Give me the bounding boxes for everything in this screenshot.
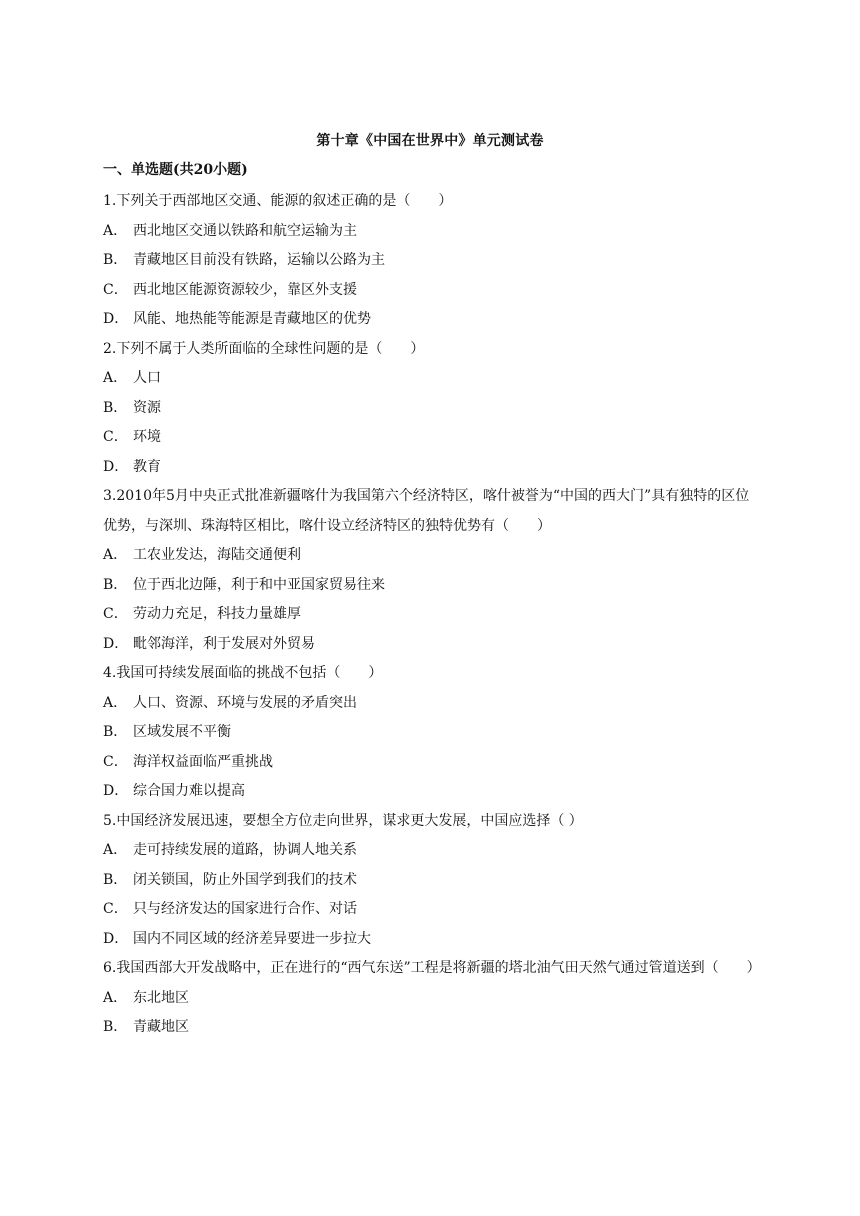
option-b xyxy=(103,246,763,276)
option-text: 国内不同区域的经济差异要进一步拉大 xyxy=(133,930,371,947)
question-stem: 4.我国可持续发展面临的挑战不包括（ ） xyxy=(103,665,383,681)
option-text: 区域发展不平衡 xyxy=(133,724,231,740)
option-a xyxy=(103,364,763,394)
option-letter: B． xyxy=(103,1019,128,1035)
option-a xyxy=(103,984,763,1014)
option-letter: A． xyxy=(103,694,128,711)
option-text: 毗邻海洋，利于发展对外贸易 xyxy=(133,635,315,652)
option-b xyxy=(103,394,763,424)
option-d xyxy=(103,453,763,483)
option-letter: D． xyxy=(103,783,129,799)
question xyxy=(103,187,763,335)
option-text: 闭关锁国，防止外国学到我们的技术 xyxy=(133,871,357,888)
option-letter: B． xyxy=(103,399,128,416)
option-b xyxy=(103,866,763,896)
option-letter: D． xyxy=(103,635,129,652)
question xyxy=(103,807,763,955)
option-letter: C． xyxy=(103,429,128,445)
option-letter: D． xyxy=(103,458,129,475)
question-stem: 3.2010年5月中央正式批准新疆喀什为我国第六个经济特区，喀什被誉为“中国的西大门”具有独特的区位优势，与深圳、珠海特区相比，喀什设立经济特区的独特优势有（ ） xyxy=(103,488,750,534)
option-text: 东北地区 xyxy=(133,989,189,1006)
option-letter: D． xyxy=(103,311,129,327)
option-c xyxy=(103,276,763,306)
option-letter: A． xyxy=(103,370,128,386)
option-text: 人口、资源、环境与发展的矛盾突出 xyxy=(133,694,357,711)
option-text: 西北地区能源资源较少，靠区外支援 xyxy=(133,281,357,298)
option-a xyxy=(103,217,763,247)
option-letter: B． xyxy=(103,252,128,268)
option-text: 走可持续发展的道路，协调人地关系 xyxy=(133,842,357,858)
option-text: 工农业发达，海陆交通便利 xyxy=(133,547,301,563)
question-stem: 5.中国经济发展迅速，要想全方位走向世界，谋求更大发展，中国应选择（ ） xyxy=(103,812,583,829)
option-letter: C． xyxy=(103,606,128,622)
option-a xyxy=(103,541,763,571)
question xyxy=(103,482,763,659)
option-letter: B． xyxy=(103,576,128,593)
option-c xyxy=(103,600,763,630)
option-text: 青藏地区 xyxy=(133,1019,189,1035)
question xyxy=(103,659,763,807)
option-letter: C． xyxy=(103,281,128,298)
question xyxy=(103,954,763,1043)
option-d xyxy=(103,777,763,807)
option-text: 资源 xyxy=(133,399,161,416)
option-d xyxy=(103,630,763,660)
option-letter: B． xyxy=(103,871,128,888)
option-text: 人口 xyxy=(133,370,161,386)
option-letter: A． xyxy=(103,222,128,239)
option-text: 风能、地热能等能源是青藏地区的优势 xyxy=(133,311,371,327)
question-stem: 2.下列不属于人类所面临的全球性问题的是（ ） xyxy=(103,340,425,357)
option-letter: D． xyxy=(103,930,129,947)
option-text: 海洋权益面临严重挑战 xyxy=(133,753,273,770)
option-b xyxy=(103,571,763,601)
option-text: 综合国力难以提高 xyxy=(133,783,245,799)
option-a xyxy=(103,836,763,866)
option-text: 劳动力充足，科技力量雄厚 xyxy=(133,606,301,622)
option-c xyxy=(103,423,763,453)
option-d xyxy=(103,925,763,955)
option-letter: C． xyxy=(103,753,128,770)
option-letter: A． xyxy=(103,547,128,563)
option-letter: B． xyxy=(103,724,128,740)
section-heading: 一、单选题(共20小题) xyxy=(103,162,248,178)
option-letter: A． xyxy=(103,989,128,1006)
option-text: 教育 xyxy=(133,458,161,475)
option-b xyxy=(103,1013,763,1043)
document-title: 第十章《中国在世界中》单元测试卷 xyxy=(316,133,544,149)
option-letter: C． xyxy=(103,901,128,917)
option-text: 位于西北边陲，利于和中亚国家贸易往来 xyxy=(133,576,385,593)
option-text: 西北地区交通以铁路和航空运输为主 xyxy=(133,222,357,239)
question-stem: 1.下列关于西部地区交通、能源的叙述正确的是（ ） xyxy=(103,193,453,209)
option-a xyxy=(103,689,763,719)
option-text: 青藏地区目前没有铁路，运输以公路为主 xyxy=(133,252,385,268)
option-text: 只与经济发达的国家进行合作、对话 xyxy=(133,901,357,917)
option-letter: A． xyxy=(103,842,128,858)
option-c xyxy=(103,748,763,778)
option-d xyxy=(103,305,763,335)
option-b xyxy=(103,718,763,748)
question xyxy=(103,335,763,483)
option-c xyxy=(103,895,763,925)
question-stem: 6.我国西部大开发战略中，正在进行的“西气东送”工程是将新疆的塔北油气田天然气通过管道送到（ ） xyxy=(103,960,761,976)
option-text: 环境 xyxy=(133,429,161,445)
question-list xyxy=(103,187,763,1043)
